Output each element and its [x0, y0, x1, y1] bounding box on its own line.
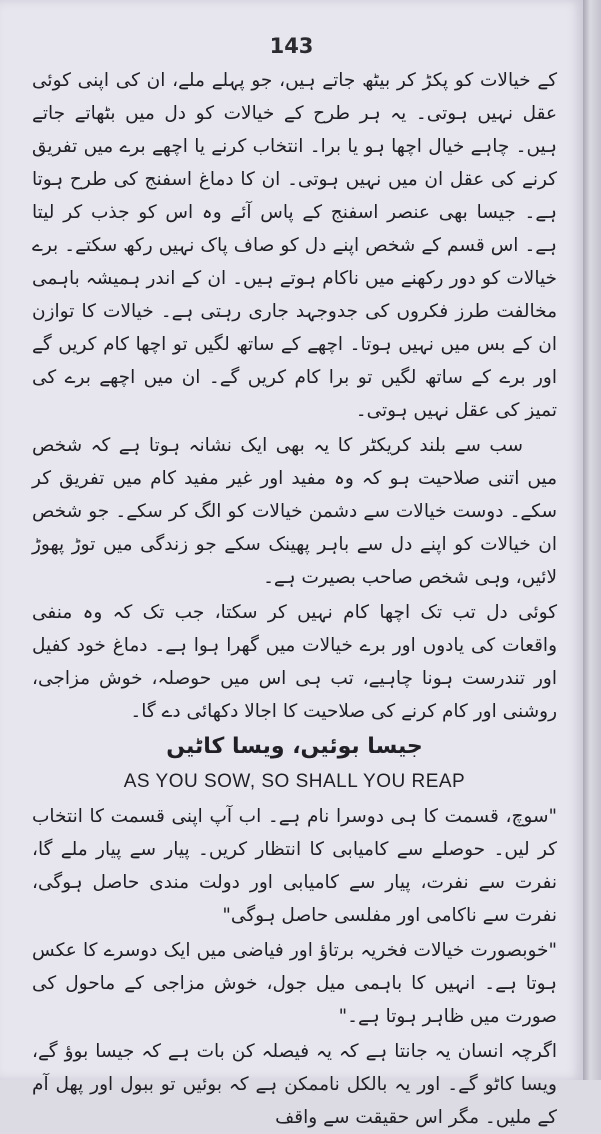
page-text	[32, 64, 557, 1134]
page-number: 143	[269, 34, 314, 58]
paragraph: "خوبصورت خیالات فخریہ برتاؤ اور فیاضی میں ایک دوسرے کا عکس ہوتا ہے۔ انہیں کا باہمی میل جول، خوش مزاجی کے ماحول کی صورت میں ظاہر ہوتا ہے۔"	[32, 940, 557, 1027]
page-edge	[583, 0, 601, 1080]
paragraph: اگرچہ انسان یہ جانتا ہے کہ یہ فیصلہ کن بات ہے کہ جیسا بوؤ گے، ویسا کاٹو گے۔ اور یہ بالکل ناممکن ہے کہ بوئیں تو ببول اور پھل آم کے ملیں۔ مگر اس حقیقت سے واقف	[32, 1041, 557, 1128]
paragraph: کوئی دل تب تک اچھا کام نہیں کر سکتا، جب تک کہ وہ منفی واقعات کی یادوں اور برے خیالات میں گھرا ہوا ہے۔ دماغ خود کفیل اور تندرست ہونا چاہیے، تب ہی اس میں حوصلہ، خوش مزاجی، روشنی اور کام کرنے کی صلاحیت کا اجالا دکھائی دے گا۔	[32, 602, 557, 722]
section-heading-urdu: جیسا بوئیں، ویسا کاٹیں	[166, 734, 423, 759]
section-heading-english: AS YOU SOW, SO SHALL YOU REAP	[123, 771, 466, 792]
paragraph: "سوچ، قسمت کا ہی دوسرا نام ہے۔ اب آپ اپنی قسمت کا انتخاب کر لیں۔ حوصلے سے کامیابی کا انتظار کریں۔ پیار سے پیار ملے گا، نفرت سے نفرت، پیار سے کامیابی اور دولت مندی حاصل ہوگی، نفرت سے ناکامی اور مفلسی حاصل ہوگی"	[32, 806, 557, 926]
paragraph: سب سے بلند کریکٹر کا یہ بھی ایک نشانہ ہوتا ہے کہ شخص میں اتنی صلاحیت ہو کہ وہ مفید اور غیر مفید کام میں تفریق کر سکے۔ دوست خیالات سے دشمن خیالات کو الگ کر سکے۔ جو شخص ان خیالات کو اپنے دل سے باہر پھینک سکے جو زندگی میں توڑ پھوڑ لائیں، وہی شخص صاحب بصیرت ہے۔	[32, 435, 557, 588]
paragraph: کے خیالات کو پکڑ کر بیٹھ جاتے ہیں، جو پہلے ملے، ان کی اپنی کوئی عقل نہیں ہوتی۔ یہ ہر طرح کے خیالات کو دل میں بٹھاتے جاتے ہیں۔ چاہے خیال اچھا ہو یا برا۔ انتخاب کرنے یا اچھے برے میں تفریق کرنے کی عقل ان میں نہیں ہوتی۔ ان کا دماغ اسفنج کی طرح ہوتا ہے۔ جیسا بھی عنصر اسفنج کے پاس آئے وہ اس کو جذب کر لیتا ہے۔ اس قسم کے شخص اپنے دل کو صاف پاک نہیں رکھ سکتے۔ برے خیالات کو دور رکھنے میں ناکام ہوتے ہیں۔ ان کے اندر ہمیشہ باہمی مخالفت طرز فکروں کی جدوجہد جاری رہتی ہے۔ خیالات کا توازن ان کے بس میں نہیں ہوتا۔ اچھے کے ساتھ لگیں تو اچھا کام کریں گے اور برے کے ساتھ لگیں تو برا کام کریں گے۔ ان میں اچھے برے کی تمیز کی عقل نہیں ہوتی۔	[32, 70, 557, 421]
